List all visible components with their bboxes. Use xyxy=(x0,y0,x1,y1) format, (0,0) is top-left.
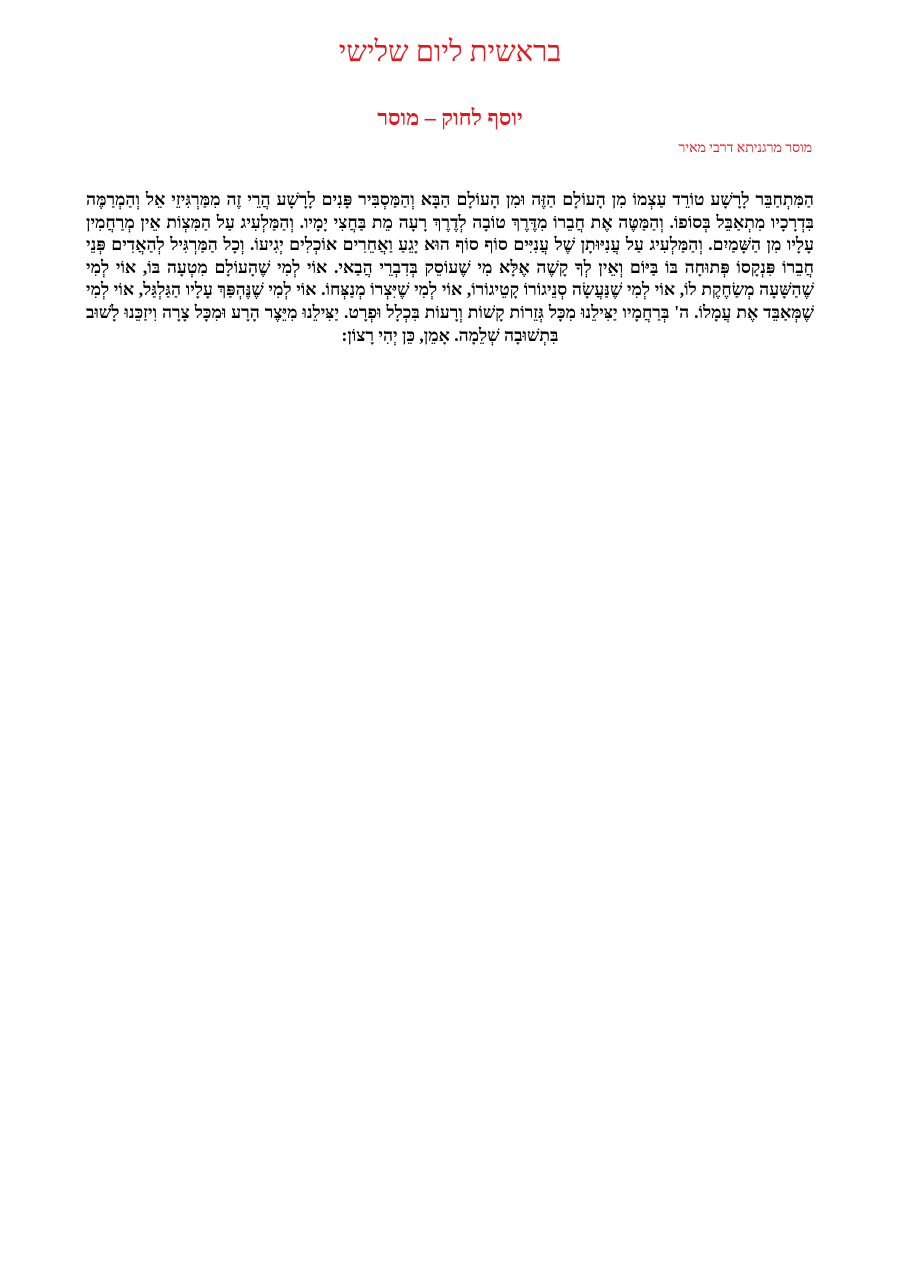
body-paragraph: הַמִּתְחַבֵּר לָרָשָׁע טוֹרֵד עַצְמוֹ מִן הָעוֹלָם הַזֶּה וּמִן הָעוֹלָם הַבָּא וְהַמַּסְבִּיר פָּנִים לָרָשָׁע הֲרֵי זֶה מִמַּרְגִּיזֵי אֵל וְהַמְרַמֶּה בִּדְרָכָיו מִתְאַבֵּל בְּסוֹפוֹ. וְהַמַּטֶּה אֶת חֲבֵרוֹ מִדֶּרֶךְ טוֹבָה לְדֶרֶךְ רָעָה מֵת בַּחֲצִי יָמָיו. וְהַמַּלְעִיג עַל הַמִּצְוֹת אֵין מְרַחֲמִין עָלָיו מִן הַשָּׁמַיִם. וְהַמַּלְעִיג עַל עֲנִיּוּתָן שֶׁל עֲנִיִּים סוֹף סוֹף הוּא יָגֵעַ וַאֲחֵרִים אוֹכְלִים יְגִיעוֹ. וְכָל הַמַּרְגִּיל לְהַאֲדִים פְּנֵי חֲבֵרוֹ פִּנְקָסוֹ פְּתוּחָה בּוֹ בַּיּוֹם וְאֵין לְךָ קָשֶׁה אֶלָּא מִי שֶׁעוֹסֵק בְּדִבְרֵי הֲבַאי. אוֹי לְמִי שֶׁהָעוֹלָם מִטְעָה בּוֹ, אוֹי לְמִי שֶׁהַשָּׁעָה מְשַׂחֶקֶת לוֹ, אוֹי לְמִי שֶׁנַּעֲשָׂה סְנֵיגוֹרוֹ קָטֵיגוֹרוֹ, אוֹי לְמִי שֶׁיִּצְרוֹ מְנַצְּחוֹ. אוֹי לְמִי שֶׁנֶּהְפַּךְ עָלָיו הַגַּלְגַּל, אוֹי לְמִי שֶׁמְּאַבֵּד אֶת עֲמָלוֹ. ה' בְּרַחֲמָיו יַצִּילֵנוּ מִכָּל גְּזֵרוֹת קָשׁוֹת וְרָעוֹת בִּכְלָל וּפְרָט. יַצִּילֵנוּ מִיֵּצֶר הָרָע וּמִכָּל צָרָה וִיזַכֵּנוּ לָשׁוּב בִּתְשׁוּבָה שְׁלֵמָה. אָמֵן, כֵּן יְהִי רָצוֹן: xyxy=(86,189,814,345)
page-title: בראשית ליום שלישי xyxy=(338,36,562,68)
source-attribution: מוסר מרגניתא דרבי מאיר xyxy=(678,141,812,156)
page-subtitle: יוסף לחוק – מוסר xyxy=(377,105,523,130)
